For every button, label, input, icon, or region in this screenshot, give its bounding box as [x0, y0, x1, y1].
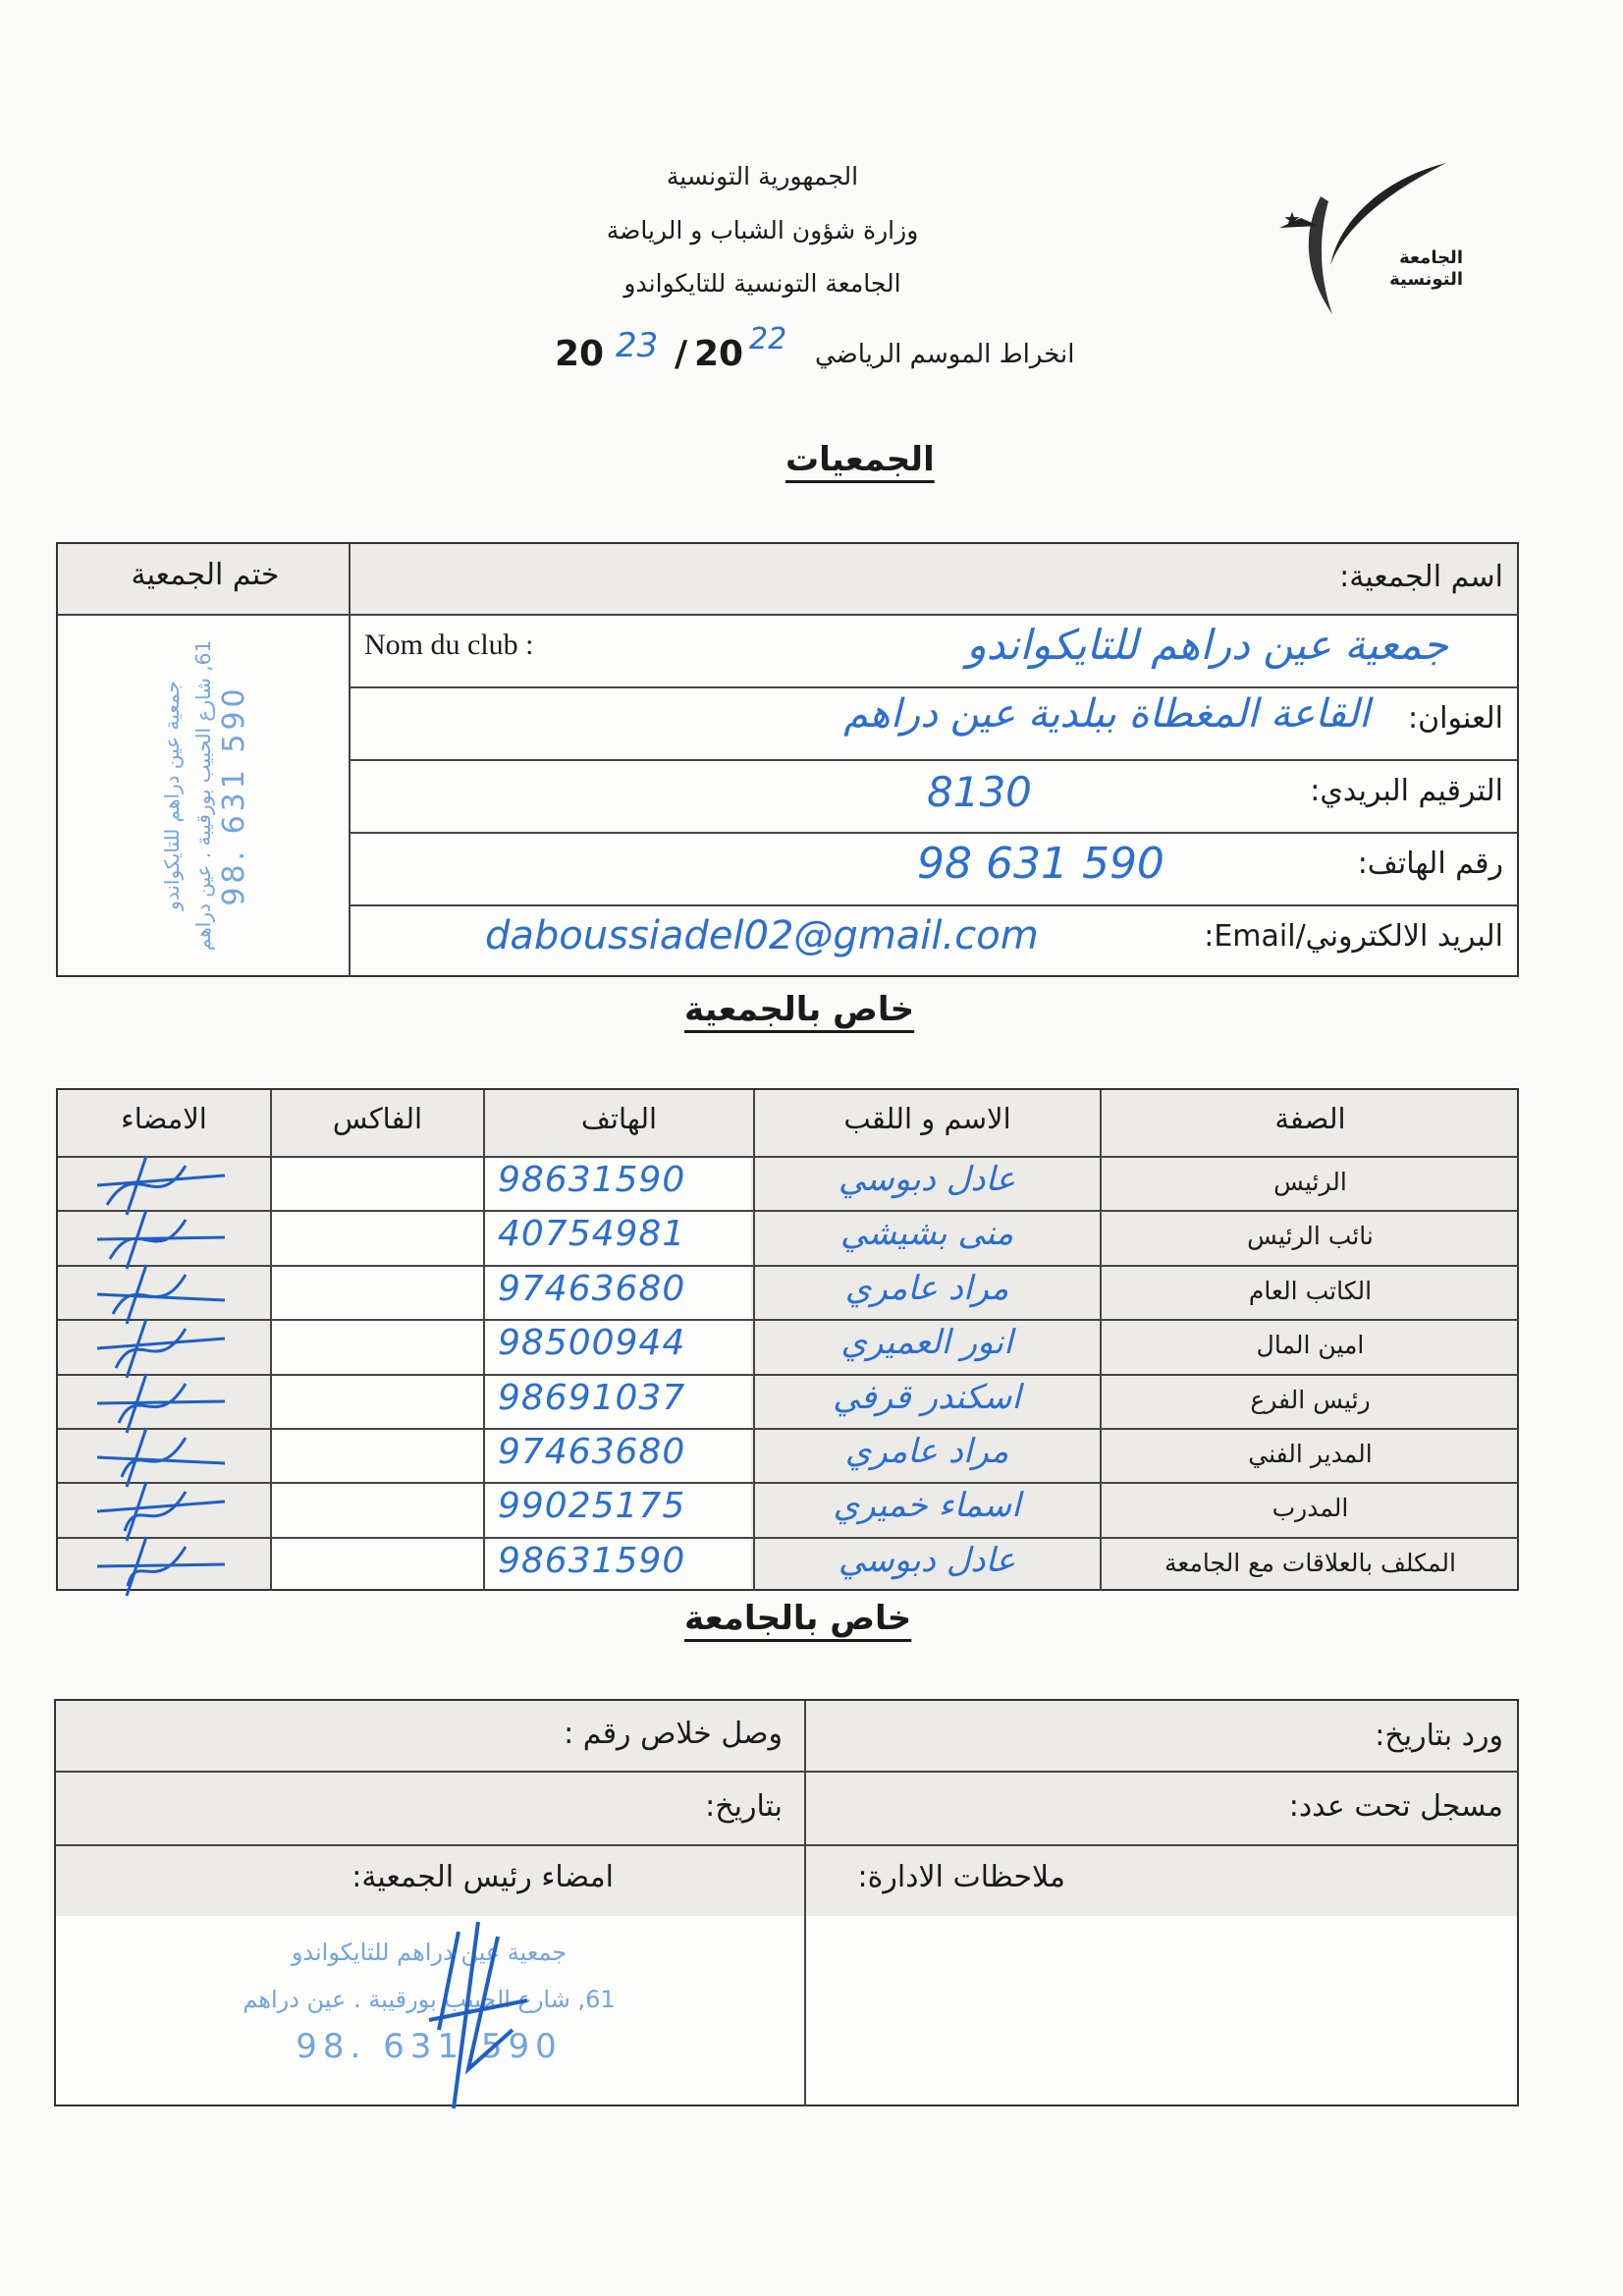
table-row [58, 1156, 1519, 1210]
member-phone[interactable]: 97463680 [498, 1432, 686, 1472]
club-name-label: اسم الجمعية: [1339, 560, 1503, 594]
email-value[interactable]: daboussiadel02@gmail.com [485, 913, 1039, 958]
season-year-1-prefix: 20 [694, 334, 744, 374]
date-label: بتاريخ: [705, 1789, 783, 1824]
receipt-number-label: وصل خلاص رقم : [564, 1717, 783, 1751]
phone-value[interactable]: 98 631 590 [917, 839, 1164, 889]
member-role: نائب الرئيس [1247, 1222, 1374, 1251]
member-name[interactable]: اسكندر قرفي [833, 1377, 1021, 1417]
column-header-role: الصفة [1274, 1102, 1346, 1135]
nom-club-label: Nom du club : [364, 629, 534, 661]
stamp-line-1: جمعية عين دراهم للتايكواندو [160, 681, 184, 910]
phone-label: رقم الهاتف: [1357, 847, 1503, 881]
member-name[interactable]: عادل دبوسي [838, 1540, 1016, 1580]
club-stamp [156, 619, 250, 972]
column-header-signature: الامضاء [121, 1102, 207, 1135]
section-title-federation: خاص بالجامعة [684, 1599, 912, 1638]
address-value[interactable]: القاعة المغطاة ببلدية عين دراهم [843, 691, 1370, 737]
table-row [58, 1537, 1519, 1591]
nom-club-value[interactable]: جمعية عين دراهم للتايكواندو [966, 621, 1448, 669]
season-separator: / [675, 334, 688, 374]
member-phone[interactable]: 98631590 [498, 1540, 686, 1581]
member-phone[interactable]: 98500944 [498, 1323, 686, 1364]
email-label: البريد الالكتروني/Email: [1204, 919, 1503, 954]
president-signature-label: امضاء رئيس الجمعية: [352, 1860, 614, 1894]
member-role: الرئيس [1273, 1168, 1347, 1196]
logo-swoosh-icon [1271, 157, 1468, 319]
season-year-1-handwritten: 22 [749, 322, 787, 356]
admin-notes-label: ملاحظات الادارة: [857, 1860, 1065, 1894]
club-stamp-label: ختم الجمعية [131, 558, 280, 592]
section-title-clubs: الجمعيات [785, 440, 935, 479]
logo-text-2: التونسية [1389, 269, 1463, 290]
stamp-line-3: 98. 631 590 [296, 2027, 563, 2066]
member-name[interactable]: انور العميري [840, 1323, 1013, 1363]
column-header-phone: الهاتف [580, 1102, 658, 1135]
member-role: المدرب [1271, 1494, 1349, 1523]
member-phone[interactable]: 98691037 [498, 1377, 686, 1418]
member-role: المكلف بالعلاقات مع الجامعة [1164, 1548, 1456, 1577]
stamp-line-3: 98. 631 590 [217, 684, 251, 906]
stamp-line-2: 61, شارع الحبيب بورقيبة . عين دراهم [243, 1986, 616, 2013]
member-name[interactable]: اسماء خميري [833, 1486, 1021, 1526]
table-row [58, 1482, 1519, 1536]
stamp-line-1: جمعية عين دراهم للتايكواندو [291, 1939, 568, 1966]
president-signature [419, 1912, 537, 2118]
section-title-association: خاص بالجمعية [684, 990, 915, 1029]
season-line [555, 322, 1085, 385]
members-table [56, 1088, 1519, 1591]
member-role: المدير الفني [1248, 1440, 1373, 1468]
member-name[interactable]: مراد عامري [844, 1268, 1009, 1308]
svg-text:★: ★ [1283, 207, 1301, 231]
member-phone[interactable]: 99025175 [498, 1486, 686, 1527]
member-phone[interactable]: 98631590 [498, 1160, 686, 1200]
table-row [58, 1319, 1519, 1373]
column-header-name: الاسم و اللقب [843, 1102, 1011, 1135]
republic-heading: الجمهورية التونسية [666, 162, 859, 191]
logo-text-1: الجامعة [1399, 247, 1463, 268]
member-role: الكاتب العام [1248, 1276, 1373, 1305]
received-date-label: ورد بتاريخ: [1375, 1719, 1503, 1753]
table-row [58, 1374, 1519, 1428]
club-info-table [56, 542, 1519, 977]
federation-heading: الجامعة التونسية للتايكواندو [623, 269, 901, 298]
table-row [58, 1265, 1519, 1319]
postal-code-value[interactable]: 8130 [927, 768, 1032, 816]
season-year-2-handwritten: 23 [616, 326, 659, 365]
federation-table [54, 1699, 1519, 2106]
table-row [58, 1210, 1519, 1264]
registered-number-label: مسجل تحت عدد: [1288, 1789, 1503, 1824]
member-phone[interactable]: 97463680 [498, 1268, 686, 1309]
member-role: رئيس الفرع [1250, 1385, 1371, 1414]
member-name[interactable]: عادل دبوسي [838, 1160, 1016, 1199]
member-name[interactable]: مراد عامري [844, 1432, 1009, 1471]
column-header-fax: الفاكس [332, 1102, 423, 1135]
season-year-2-prefix: 20 [555, 334, 605, 374]
table-row [58, 1428, 1519, 1482]
address-label: العنوان: [1408, 701, 1503, 736]
ministry-heading: وزارة شؤون الشباب و الرياضة [606, 216, 919, 245]
stamp-line-2: 61, شارع الحبيب بورقيبة . عين دراهم [191, 639, 215, 952]
member-signature [68, 1527, 264, 1601]
federation-logo [1271, 157, 1468, 319]
member-name[interactable]: منى بشيشي [839, 1214, 1014, 1254]
member-role: امين المال [1256, 1331, 1365, 1360]
member-phone[interactable]: 40754981 [498, 1214, 686, 1255]
postal-code-label: الترقيم البريدي: [1310, 774, 1503, 808]
season-label: انخراط الموسم الرياضي [815, 340, 1075, 369]
